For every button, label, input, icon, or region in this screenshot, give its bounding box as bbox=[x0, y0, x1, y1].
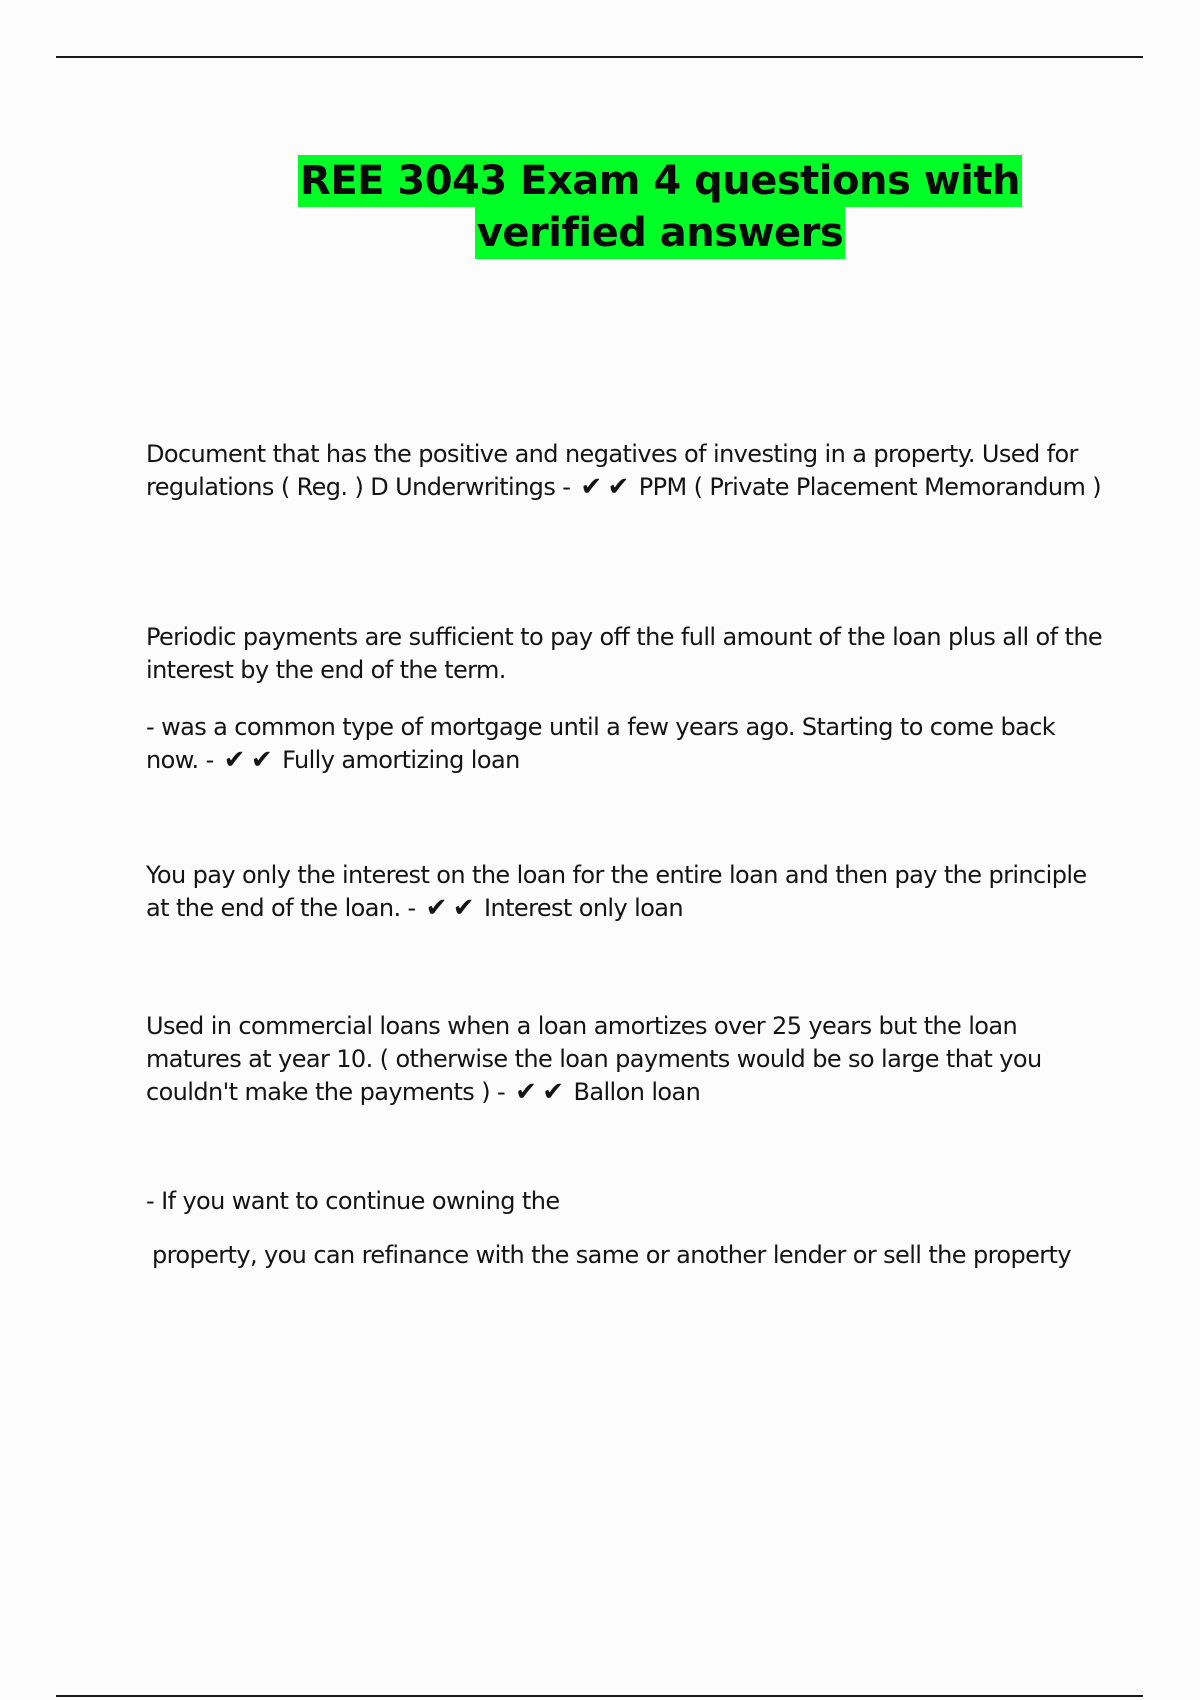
question-text: Used in commercial loans when a loan amortizes over 25 years but the loan matures at year 10. ( otherwise the loan payments would be so large that you couldn't make the payments ) - bbox=[146, 1012, 1042, 1106]
check-icon: ✔ bbox=[542, 1077, 564, 1107]
trailing-text-1: - If you want to continue owning the bbox=[146, 1187, 560, 1215]
answer-text: Ballon loan bbox=[573, 1078, 701, 1106]
top-rule bbox=[56, 56, 1143, 58]
title-line-1: REE 3043 Exam 4 questions with bbox=[298, 155, 1022, 207]
answer-text: Interest only loan bbox=[484, 894, 683, 922]
qa-item-1 bbox=[146, 438, 1106, 504]
qa-item-3 bbox=[146, 859, 1106, 925]
qa-item-2-intro bbox=[146, 621, 1106, 687]
question-text: Document that has the positive and negatives of investing in a property. Used for regulations ( Reg. ) D Underwritings - bbox=[146, 440, 1078, 501]
check-icon: ✔ bbox=[425, 893, 447, 923]
question-text: - was a common type of mortgage until a few years ago. Starting to come back now. - bbox=[146, 713, 1056, 774]
trailing-line-2 bbox=[152, 1239, 1112, 1272]
trailing-line-1 bbox=[146, 1185, 1106, 1218]
qa-item-4 bbox=[146, 1010, 1106, 1109]
title-line-2: verified answers bbox=[475, 207, 845, 259]
check-icon: ✔ bbox=[580, 472, 602, 502]
check-icon: ✔ bbox=[223, 745, 245, 775]
check-icon: ✔ bbox=[250, 745, 273, 775]
qa-item-2 bbox=[146, 711, 1106, 777]
check-icon: ✔ bbox=[515, 1077, 537, 1107]
check-icon: ✔ bbox=[452, 893, 474, 923]
question-text: You pay only the interest on the loan for the entire loan and then pay the principle at the end of the loan. - bbox=[146, 861, 1087, 922]
bottom-rule bbox=[56, 1695, 1143, 1697]
intro-text: Periodic payments are sufficient to pay off the full amount of the loan plus all of the interest by the end of the term. bbox=[146, 623, 1103, 684]
answer-text: PPM ( Private Placement Memorandum ) bbox=[638, 473, 1102, 501]
trailing-text-2: property, you can refinance with the same or another lender or sell the property bbox=[152, 1241, 1071, 1269]
answer-text: Fully amortizing loan bbox=[282, 746, 520, 774]
check-icon: ✔ bbox=[607, 472, 629, 502]
document-title bbox=[0, 155, 1200, 259]
